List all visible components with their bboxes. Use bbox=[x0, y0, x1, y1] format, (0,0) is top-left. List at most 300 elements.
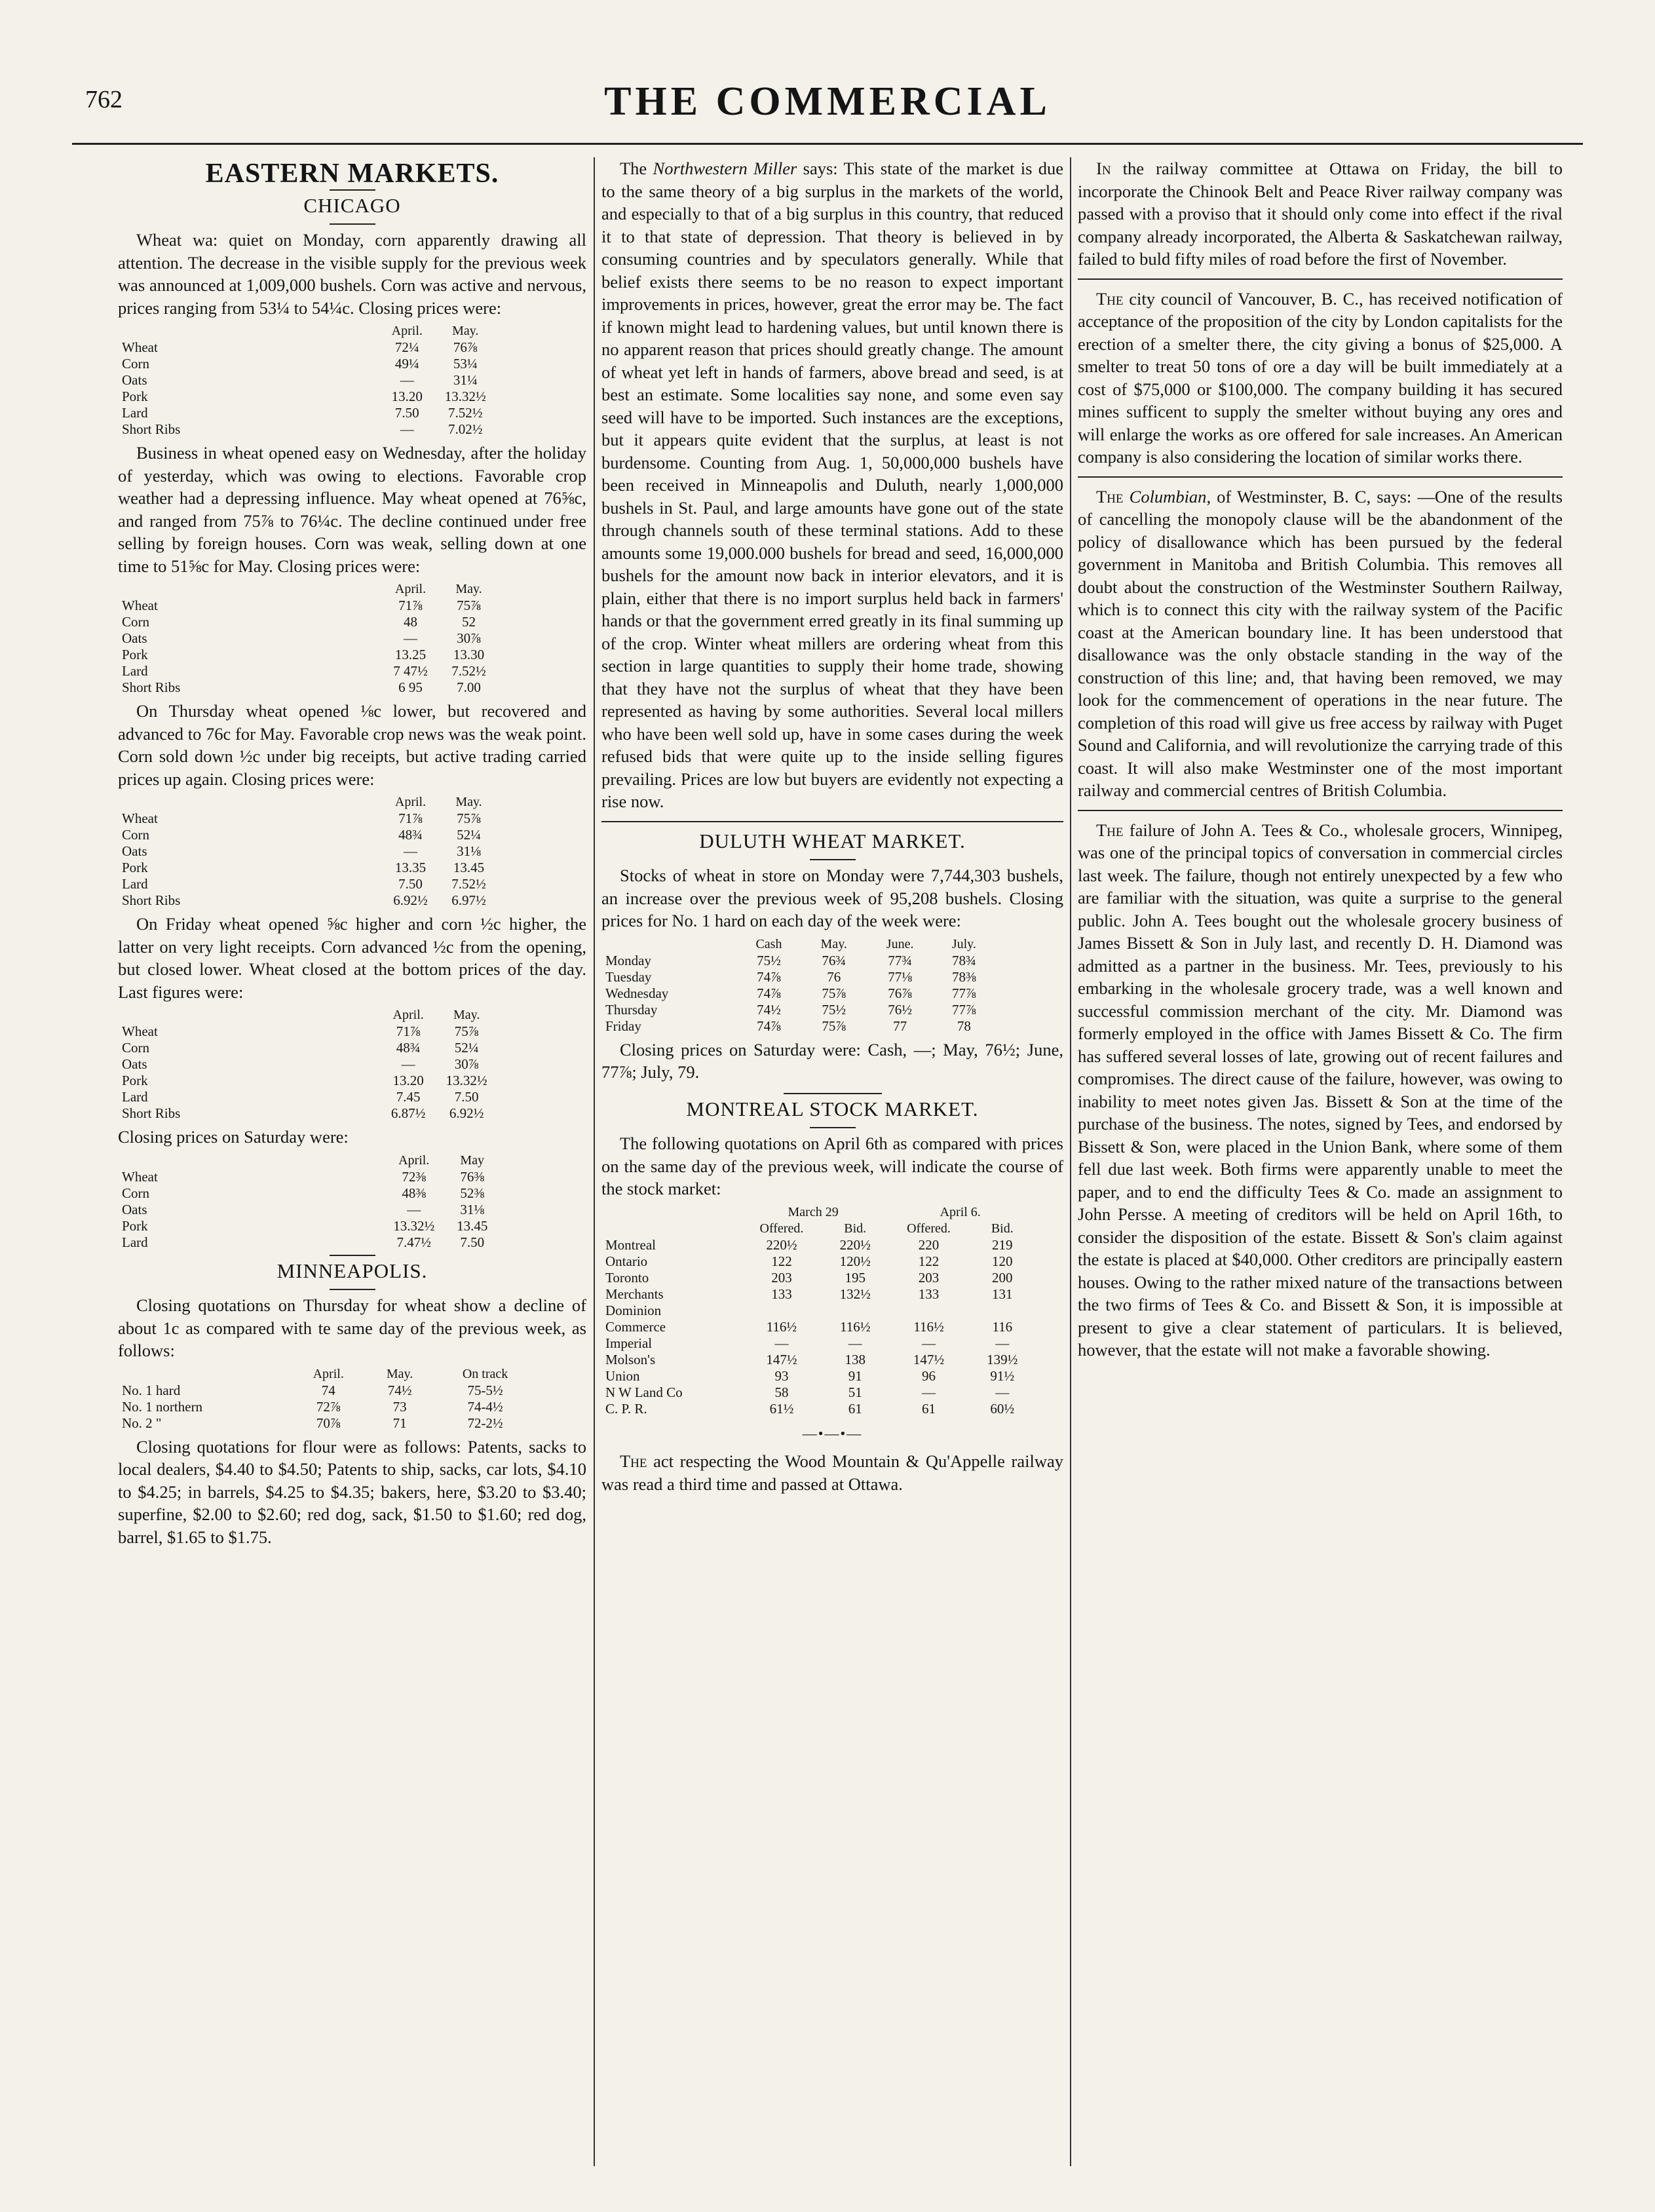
table-row bbox=[601, 1303, 1034, 1319]
table-cell: 133 bbox=[918, 1286, 940, 1302]
row-label: Toronto bbox=[605, 1269, 649, 1286]
table-row bbox=[601, 1270, 1034, 1286]
table-cell: — bbox=[404, 843, 417, 859]
table-cell bbox=[971, 1303, 1034, 1319]
row-label: Pork bbox=[122, 1217, 148, 1234]
row-label: Union bbox=[605, 1367, 640, 1384]
table-cell: — bbox=[404, 630, 417, 646]
table-column-header: April. bbox=[392, 1008, 424, 1022]
table-cell: 74-4½ bbox=[467, 1398, 503, 1415]
table-cell: 75⅞ bbox=[822, 985, 847, 1001]
row-label: Dominion bbox=[605, 1302, 662, 1318]
table-cell: 13.20 bbox=[391, 389, 423, 404]
page-header bbox=[72, 79, 1583, 138]
table-cell: 116½ bbox=[839, 1318, 871, 1335]
table-column-header bbox=[601, 1221, 740, 1237]
table-row bbox=[601, 1368, 1034, 1384]
table-cell: 220½ bbox=[839, 1236, 871, 1253]
table-group-header-row bbox=[601, 1204, 1034, 1221]
row-label: Lard bbox=[122, 663, 148, 679]
paragraph-lead: The bbox=[620, 1451, 647, 1471]
row-label: Corn bbox=[122, 356, 149, 372]
table-cell: 6.92½ bbox=[449, 1105, 484, 1121]
chicago-saturday-paragraph: Closing prices on Saturday were: bbox=[118, 1127, 349, 1147]
table-cell: 77 bbox=[893, 1018, 907, 1034]
table-cell: 139½ bbox=[987, 1351, 1018, 1367]
table-header-row bbox=[118, 1153, 498, 1169]
table-header-row bbox=[118, 1007, 498, 1023]
row-label: Molson's bbox=[605, 1351, 656, 1367]
chicago-saturday-prices-table bbox=[118, 1153, 498, 1251]
table-row bbox=[118, 663, 498, 679]
row-label: Lard bbox=[122, 876, 148, 892]
table-cell: 48¾ bbox=[396, 1040, 421, 1056]
table-cell: 6 95 bbox=[398, 679, 423, 695]
row-label: No. 1 hard bbox=[122, 1382, 181, 1398]
table-cell: 13.32½ bbox=[444, 389, 486, 404]
table-cell: 72¼ bbox=[394, 339, 419, 355]
table-column-header bbox=[118, 1366, 290, 1382]
table-cell: 74⅞ bbox=[757, 968, 781, 985]
chicago-thursday-prices-table bbox=[118, 794, 498, 909]
table-cell: 48¾ bbox=[398, 827, 423, 843]
table-row bbox=[118, 421, 498, 438]
table-cell: 30⅞ bbox=[457, 630, 481, 646]
table-row bbox=[118, 1040, 498, 1056]
row-label: Lard bbox=[122, 1234, 148, 1250]
table-cell: 75⅞ bbox=[457, 810, 481, 826]
table-cell: 75½ bbox=[757, 952, 781, 968]
table-row bbox=[118, 389, 498, 405]
table-row bbox=[601, 1018, 995, 1035]
row-label: N W Land Co bbox=[605, 1384, 683, 1400]
table-cell: — bbox=[774, 1335, 789, 1351]
table-row bbox=[601, 1384, 1034, 1401]
table-cell: 133 bbox=[771, 1286, 792, 1302]
table-row bbox=[118, 356, 498, 372]
table-cell: 13.45 bbox=[457, 1217, 488, 1234]
table-cell: 74½ bbox=[387, 1382, 412, 1398]
row-label: Corn bbox=[122, 1185, 149, 1201]
table-row bbox=[118, 1073, 498, 1089]
chinook-belt-paragraph bbox=[1078, 157, 1563, 271]
table-cell: 13.35 bbox=[394, 860, 427, 875]
minneapolis-wheat-table bbox=[118, 1366, 537, 1432]
row-label: C. P. R. bbox=[605, 1400, 647, 1417]
row-label: Short Ribs bbox=[122, 1105, 181, 1121]
row-label: Oats bbox=[122, 630, 147, 646]
table-cell: 91 bbox=[848, 1367, 862, 1384]
table-column-header: May. bbox=[455, 582, 482, 596]
table-row bbox=[118, 1185, 498, 1202]
columbian-paragraph bbox=[1078, 486, 1563, 802]
table-cell bbox=[886, 1303, 970, 1319]
table-cell: — bbox=[995, 1384, 1010, 1400]
table-row bbox=[118, 614, 498, 630]
table-column-header: May. bbox=[455, 795, 482, 809]
table-cell: 7.02½ bbox=[448, 421, 483, 437]
column-3 bbox=[1078, 157, 1563, 2173]
table-cell: 195 bbox=[845, 1269, 866, 1286]
table-column-header: On track bbox=[462, 1366, 508, 1381]
table-cell: 53¼ bbox=[453, 356, 478, 372]
table-cell: — bbox=[407, 1201, 421, 1217]
table-column-header: April. bbox=[394, 582, 427, 596]
title-rule bbox=[330, 189, 375, 191]
section-rule bbox=[784, 1093, 882, 1094]
table-cell: 6.92½ bbox=[393, 892, 428, 908]
table-cell: 52 bbox=[462, 614, 476, 630]
montreal-stock-table bbox=[601, 1204, 1034, 1417]
table-row bbox=[118, 1056, 498, 1073]
table-cell: — bbox=[995, 1335, 1010, 1351]
table-row bbox=[118, 1105, 498, 1122]
table-cell: 31¼ bbox=[453, 372, 478, 388]
row-label: Lard bbox=[122, 1089, 148, 1105]
table-column-header: Cash bbox=[755, 936, 782, 951]
table-row bbox=[118, 679, 498, 696]
column-2 bbox=[601, 157, 1063, 2173]
table-cell: 78⅜ bbox=[951, 968, 976, 985]
table-cell: 75-5½ bbox=[467, 1382, 503, 1398]
table-cell: 74⅞ bbox=[757, 1018, 781, 1034]
table-column-header: May. bbox=[452, 324, 479, 338]
paragraph-lead: The bbox=[1096, 486, 1124, 506]
paragraph-lead: The bbox=[1096, 820, 1124, 840]
table-cell: 220 bbox=[918, 1236, 940, 1253]
table-column-header bbox=[118, 581, 381, 598]
table-row bbox=[601, 1002, 995, 1018]
table-column-header: April. bbox=[391, 324, 423, 338]
table-cell: 71⅞ bbox=[396, 1023, 421, 1039]
eastern-markets-title: EASTERN MARKETS. bbox=[205, 159, 499, 189]
masthead-title: THE COMMERCIAL bbox=[604, 79, 1051, 124]
publication-name: Northwestern Miller bbox=[653, 159, 797, 178]
table-cell: 61 bbox=[848, 1400, 862, 1417]
row-label: Pork bbox=[122, 647, 148, 662]
montreal-intro-paragraph: The following quotations on April 6th as compared with prices on the same day of the previous week, will indicate the course of the stock market: bbox=[601, 1134, 1063, 1198]
table-column-header: May bbox=[460, 1153, 485, 1168]
heading-rule bbox=[810, 1127, 856, 1128]
ornamental-divider: —•—•— bbox=[802, 1424, 863, 1441]
row-label: Wednesday bbox=[605, 985, 669, 1001]
row-label: Short Ribs bbox=[122, 679, 181, 695]
heading-rule bbox=[810, 859, 856, 860]
table-cell: 70⅞ bbox=[316, 1415, 341, 1431]
row-label: Monday bbox=[605, 952, 651, 968]
table-row bbox=[118, 892, 498, 909]
table-cell: 30⅞ bbox=[454, 1056, 479, 1072]
table-row bbox=[118, 630, 498, 647]
table-header-row bbox=[118, 794, 498, 810]
table-row bbox=[118, 1089, 498, 1105]
table-cell: 52¼ bbox=[454, 1040, 479, 1056]
table-cell: 74⅞ bbox=[757, 985, 781, 1001]
table-cell: 116½ bbox=[766, 1318, 797, 1335]
column-rule-2 bbox=[1070, 157, 1071, 2166]
heading-rule bbox=[330, 1289, 375, 1290]
table-column-header: April. bbox=[398, 1153, 430, 1168]
table-cell: 7 47½ bbox=[393, 663, 428, 679]
table-group-header: March 29 bbox=[788, 1204, 839, 1219]
table-row bbox=[601, 1253, 1034, 1270]
minneapolis-heading: MINNEAPOLIS. bbox=[276, 1259, 428, 1282]
table-cell: 7.52½ bbox=[448, 405, 483, 421]
table-row bbox=[118, 1023, 498, 1040]
table-cell: 203 bbox=[918, 1269, 940, 1286]
chicago-wednesday-paragraph: Business in wheat opened easy on Wednesday, after the holiday of yesterday, which was owing to elections. Favorable crop weather had a depressing influence. May wheat opened at 76⅝c, and ranged from 75⅞ to 76¼c. The decline continued under free selling by foreign houses. Corn was weak, selling down at one time to 51⅝c for May. Closing prices were: bbox=[118, 443, 586, 576]
table-cell: 49¼ bbox=[394, 356, 419, 372]
table-row bbox=[118, 1169, 498, 1185]
chicago-monday-prices-table bbox=[118, 323, 498, 438]
table-row bbox=[118, 1202, 498, 1218]
table-row bbox=[118, 598, 498, 614]
table-row bbox=[601, 953, 995, 969]
table-cell: 75⅞ bbox=[822, 1018, 847, 1034]
table-row bbox=[601, 1237, 1034, 1253]
table-cell: 220½ bbox=[766, 1236, 797, 1253]
row-label: Tuesday bbox=[605, 968, 652, 985]
row-label: Wheat bbox=[122, 1023, 158, 1039]
section-rule bbox=[1078, 810, 1563, 811]
heading-rule bbox=[330, 223, 375, 225]
table-row bbox=[601, 1401, 1034, 1417]
table-cell: 7.45 bbox=[396, 1089, 421, 1105]
table-header-row bbox=[601, 1221, 1034, 1237]
minneapolis-flour-paragraph: Closing quotations for flour were as follows: Patents, sacks to local dealers, $4.40 to $4.50; Patents to ship, sacks, car lots, $4.10 to $4.25; in barrels, $4.25 to $4.35; bakers, here, $3.20 to $3.40; superfine, $2.00 to $2.60; red dog, sack, $1.50 to $1.60; red dog, barrel, $1.65 to $1.75. bbox=[118, 1436, 586, 1547]
section-rule bbox=[1078, 476, 1563, 478]
table-row bbox=[118, 876, 498, 892]
vancouver-smelter-paragraph bbox=[1078, 288, 1563, 468]
table-row bbox=[118, 647, 498, 663]
table-cell: 51 bbox=[848, 1384, 862, 1400]
table-column-header bbox=[118, 1153, 381, 1169]
table-cell: 75½ bbox=[822, 1001, 847, 1018]
table-row bbox=[118, 1234, 498, 1251]
table-column-header: May. bbox=[386, 1366, 413, 1381]
table-cell: 6.97½ bbox=[451, 892, 486, 908]
table-column-header: Bid. bbox=[844, 1221, 867, 1236]
paragraph-lead: The bbox=[1096, 288, 1124, 309]
table-cell: 72-2½ bbox=[467, 1415, 503, 1431]
table-cell: 76¾ bbox=[822, 952, 847, 968]
table-column-header: May. bbox=[453, 1008, 480, 1022]
table-cell: 219 bbox=[992, 1236, 1013, 1253]
paragraph-body: , of Westminster, B. C, says: —One of the results of cancelling the monopoly clause will be the abandonment of the policy of disallowance which has been pursued by the federal government in Manitoba and British Columbia. This removes all doubt about the construction of the Westminster Southern Railway, which is to connect this city with the railway system of the Pacific coast at the American boundary line. It has been understood that disallowance was the only obstacle standing in the way of the construction of this line; and, that having been removed, we may look for the commencement of operations in the near future. The completion of this road will give us free access by railway with Puget Sound and California, and will revolutionize the carrying trade of this coast. It will also make Westminster one of the most important railway and commercial centres of British Columbia. bbox=[1078, 486, 1563, 800]
table-cell: 203 bbox=[771, 1269, 792, 1286]
table-column-header: Bid. bbox=[991, 1221, 1014, 1236]
table-row bbox=[601, 1286, 1034, 1303]
column-rule-1 bbox=[594, 157, 595, 2166]
table-cell: 200 bbox=[992, 1269, 1013, 1286]
table-header-row bbox=[601, 936, 995, 953]
table-cell: 75⅞ bbox=[457, 598, 481, 613]
paragraph-body: failure of John A. Tees & Co., wholesale grocers, Winnipeg, was one of the principal topics of conversation in commercial circles last week. The failure, though not entirely unexpected by a few who are familiar with the situation, was quite a surprise to the general public. John A. Tees bought out the wholesale grocery business of James Bissett & Son in July last, and recently D. H. Diamond was admitted as a partner in the business. Mr. Tees, previously to his embarking in the wholesale grocery trade, was a well known and successful commission merchant of the city. Mr. Diamond was formerly employed in the office with James Bissett & Co. The firm has suffered several losses of late, growing out of recent failures and compromises. The direct cause of the failure, however, was owing to inability to meet notes given Jas. Bissett & Son at the time of the purchase of the business. The notes, signed by Tees, and endorsed by Bissett & Son, were placed in the Union Bank, where some of them fell due last week. Both firms were apparently unable to meet the paper, and to end the difficulty Tees & Co. made an assignment to John Persse. A meeting of creditors will be held on April 16th, to consider the disposition of the estate. Bissett & Son's claim against the estate is placed at $40,000. Other creditors are principally eastern houses. Owing to the rather mixed nature of the transactions between the two firms of Tees & Co. and Bissett & Son, it is impossible at present to give a clear statement of particulars. It is believed, however, that the estate will not make a favorable showing. bbox=[1078, 820, 1563, 1360]
chicago-wednesday-prices-table bbox=[118, 581, 498, 696]
paragraph-body: the railway committee at Ottawa on Friday, the bill to incorporate the Chinook Belt and Peace River railway company was passed with a proviso that it should only come into effect if the rival company already incorporated, the Alberta & Saskatchewan railway, failed to buld fifty miles of road before the first of November. bbox=[1078, 159, 1563, 269]
table-row bbox=[118, 860, 498, 876]
column-1 bbox=[118, 157, 586, 2173]
table-cell: 13.20 bbox=[392, 1073, 424, 1088]
row-label: Wheat bbox=[122, 1168, 158, 1185]
table-cell: 93 bbox=[774, 1367, 789, 1384]
table-cell: 48⅜ bbox=[402, 1185, 427, 1201]
table-cell bbox=[740, 1303, 824, 1319]
table-cell: 122 bbox=[771, 1253, 792, 1269]
row-label: Short Ribs bbox=[122, 892, 181, 908]
table-cell: 120½ bbox=[839, 1253, 871, 1269]
table-column-header: Offered. bbox=[759, 1221, 804, 1236]
table-cell: 7.00 bbox=[457, 679, 481, 695]
row-label: Ontario bbox=[605, 1253, 648, 1269]
row-label: Wheat bbox=[122, 598, 158, 613]
table-cell: 91½ bbox=[990, 1367, 1015, 1384]
table-group-header: April 6. bbox=[940, 1204, 981, 1219]
table-cell: 61 bbox=[922, 1400, 936, 1417]
page-number: 762 bbox=[85, 86, 123, 113]
table-row bbox=[601, 985, 995, 1002]
duluth-saturday-paragraph: Closing prices on Saturday were: Cash, —; May, 76½; June, 77⅞; July, 79. bbox=[601, 1039, 1063, 1082]
table-cell: 60½ bbox=[990, 1400, 1015, 1417]
table-cell: 77⅞ bbox=[951, 985, 976, 1001]
row-label: Lard bbox=[122, 405, 148, 421]
table-cell: 75⅞ bbox=[454, 1023, 479, 1039]
table-column-header: April. bbox=[313, 1366, 344, 1381]
chicago-friday-prices-table bbox=[118, 1007, 498, 1122]
row-label: Montreal bbox=[605, 1236, 656, 1253]
table-cell: 71⅞ bbox=[398, 598, 423, 613]
table-cell: 147½ bbox=[766, 1351, 797, 1367]
table-cell: 147½ bbox=[913, 1351, 945, 1367]
table-column-header bbox=[118, 794, 381, 810]
row-label: Corn bbox=[122, 827, 149, 843]
row-label: Wheat bbox=[122, 339, 158, 355]
montreal-heading: MONTREAL STOCK MARKET. bbox=[686, 1097, 979, 1120]
table-cell: 116 bbox=[992, 1318, 1013, 1335]
row-label: Pork bbox=[122, 860, 148, 875]
table-group-header bbox=[601, 1204, 740, 1221]
table-cell: 13.32½ bbox=[393, 1217, 435, 1234]
table-cell: 77⅛ bbox=[888, 968, 912, 985]
table-cell: 71⅞ bbox=[398, 810, 423, 826]
table-cell: 72⅞ bbox=[316, 1398, 341, 1415]
table-cell: 96 bbox=[922, 1367, 936, 1384]
table-cell: 78¾ bbox=[951, 952, 976, 968]
duluth-stocks-paragraph: Stocks of wheat in store on Monday were 7,744,303 bushels, an increase over the previous week of 95,208 bushels. Closing prices for No. 1 hard on each day of the week were: bbox=[601, 866, 1063, 930]
row-label: Pork bbox=[122, 389, 148, 404]
table-cell: 116½ bbox=[913, 1318, 944, 1335]
row-label: Imperial bbox=[605, 1335, 653, 1351]
publication-name: Columbian bbox=[1129, 486, 1207, 506]
row-label: Oats bbox=[122, 843, 147, 859]
row-label: Oats bbox=[122, 1201, 147, 1217]
row-label: Corn bbox=[122, 1040, 149, 1056]
section-rule bbox=[601, 821, 1063, 822]
table-cell: 31⅛ bbox=[457, 843, 481, 859]
table-row bbox=[118, 827, 498, 843]
wood-mountain-paragraph bbox=[601, 1450, 1063, 1495]
row-label: Commerce bbox=[605, 1318, 666, 1335]
table-row bbox=[118, 372, 498, 389]
minneapolis-wheat-paragraph: Closing quotations on Thursday for wheat show a decline of about 1c as compared with te same day of the previous week, as follows: bbox=[118, 1295, 586, 1360]
chicago-thursday-paragraph: On Thursday wheat opened ⅛c lower, but recovered and advanced to 76c for May. Favorable crop news was the weak point. Corn sold down ½c under big receipts, but active trading carried prices up again. Closing prices were: bbox=[118, 701, 586, 789]
table-cell: 13.45 bbox=[453, 860, 485, 875]
table-row bbox=[601, 1352, 1034, 1368]
table-cell: 120 bbox=[992, 1253, 1013, 1269]
row-label: Pork bbox=[122, 1073, 148, 1088]
table-cell: 7.50 bbox=[460, 1234, 485, 1250]
table-cell: 13.30 bbox=[453, 647, 485, 662]
table-cell: 7.52½ bbox=[451, 663, 486, 679]
table-cell: 76⅜ bbox=[460, 1168, 485, 1185]
row-label: No. 1 northern bbox=[122, 1398, 203, 1415]
table-cell: 7.52½ bbox=[451, 876, 486, 892]
table-cell: 71 bbox=[392, 1415, 407, 1431]
table-cell: 122 bbox=[918, 1253, 940, 1269]
row-label: Short Ribs bbox=[122, 421, 181, 437]
table-cell: 48 bbox=[404, 614, 417, 630]
table-cell: 13.32½ bbox=[446, 1073, 487, 1088]
paragraph-lead: The bbox=[620, 159, 653, 178]
duluth-prices-table bbox=[601, 936, 995, 1035]
table-cell: 76⅞ bbox=[453, 339, 478, 355]
table-header-row bbox=[118, 581, 498, 598]
paragraph-body: says: This state of the market is due to the same theory of a big surplus in the markets of the world, and especially to that of a big surplus in this country, that reduced it to that state of depression. That theory is believed in by consuming countries and by speculators generally. While that belief exists there seems to be no reason to expect important improvements in prices, however, great the error may be. The fact if known might lead to hardening values, but until known there is no apparent reason that prices should greatly change. The amount of wheat yet left in hands of farmers, above bread and seed, is at best an estimate. Some localities say none, and some even say seed will have to be imported. Such instances are the exceptions, but it appears quite evident that the surplus, at least is not burdensome. Counting from Aug. 1, 50,000,000 bushels have been received in Minneapolis and Duluth, nearly 1,000,000 bushels in St. Paul, and large amounts have gone out of the state through channels south of these terminal stations. Add to these amounts some 19,000.000 bushels for bread and seed, 16,000,000 bushels for the amount now back in interior elevators, and it is plain, either that there is no import surplus held back in farmers' hands or that the government erred greatly in its final summing up of the crop. Winter wheat millers are ordering wheat from this section in large quantities to supply their home trade, showing that they have not the surplus of wheat that they have been represented as having by some authorities. Several local millers who have been well sold up, have in some cases during the week refused bids that were quite up to the inside selling figures prevailing. Prices are low but buyers are evidently not expecting a rise now. bbox=[601, 159, 1063, 811]
table-cell: 76⅞ bbox=[888, 985, 912, 1001]
table-row bbox=[118, 1218, 498, 1234]
tees-failure-paragraph bbox=[1078, 819, 1563, 1362]
table-cell bbox=[824, 1303, 886, 1319]
table-cell: 132½ bbox=[839, 1286, 871, 1302]
table-row bbox=[118, 843, 498, 860]
paragraph-lead: In bbox=[1096, 159, 1111, 178]
row-label: Oats bbox=[122, 1056, 147, 1072]
row-label: Oats bbox=[122, 372, 147, 388]
table-cell: 131 bbox=[992, 1286, 1013, 1302]
table-cell: 13.25 bbox=[394, 647, 427, 662]
table-cell: 73 bbox=[392, 1398, 407, 1415]
table-cell: 61½ bbox=[769, 1400, 794, 1417]
table-cell: 58 bbox=[774, 1384, 789, 1400]
row-label: Merchants bbox=[605, 1286, 664, 1302]
northwestern-miller-paragraph bbox=[601, 157, 1063, 813]
table-cell: — bbox=[401, 1056, 415, 1072]
table-cell: 77¾ bbox=[888, 952, 912, 968]
row-label: Corn bbox=[122, 614, 149, 630]
row-label: No. 2 " bbox=[122, 1415, 162, 1431]
table-cell: 77⅞ bbox=[951, 1001, 976, 1018]
table-cell: 6.87½ bbox=[390, 1105, 426, 1121]
table-header-row bbox=[118, 323, 498, 339]
table-cell: 74½ bbox=[757, 1001, 781, 1018]
table-column-header: May. bbox=[820, 936, 847, 951]
table-row bbox=[118, 1382, 537, 1399]
table-column-header bbox=[118, 323, 381, 339]
duluth-heading: DULUTH WHEAT MARKET. bbox=[699, 829, 966, 852]
table-cell: 7.50 bbox=[454, 1089, 479, 1105]
table-row bbox=[118, 1415, 537, 1432]
table-row bbox=[118, 810, 498, 827]
table-column-header: June. bbox=[886, 936, 914, 951]
table-cell: — bbox=[848, 1335, 862, 1351]
header-rule bbox=[72, 143, 1583, 145]
table-cell: 138 bbox=[845, 1351, 866, 1367]
table-row bbox=[118, 405, 498, 421]
table-cell: 76 bbox=[827, 968, 841, 985]
table-cell: 7.47½ bbox=[396, 1234, 431, 1250]
row-label: Wheat bbox=[122, 810, 158, 826]
table-cell: 52¼ bbox=[457, 827, 481, 843]
